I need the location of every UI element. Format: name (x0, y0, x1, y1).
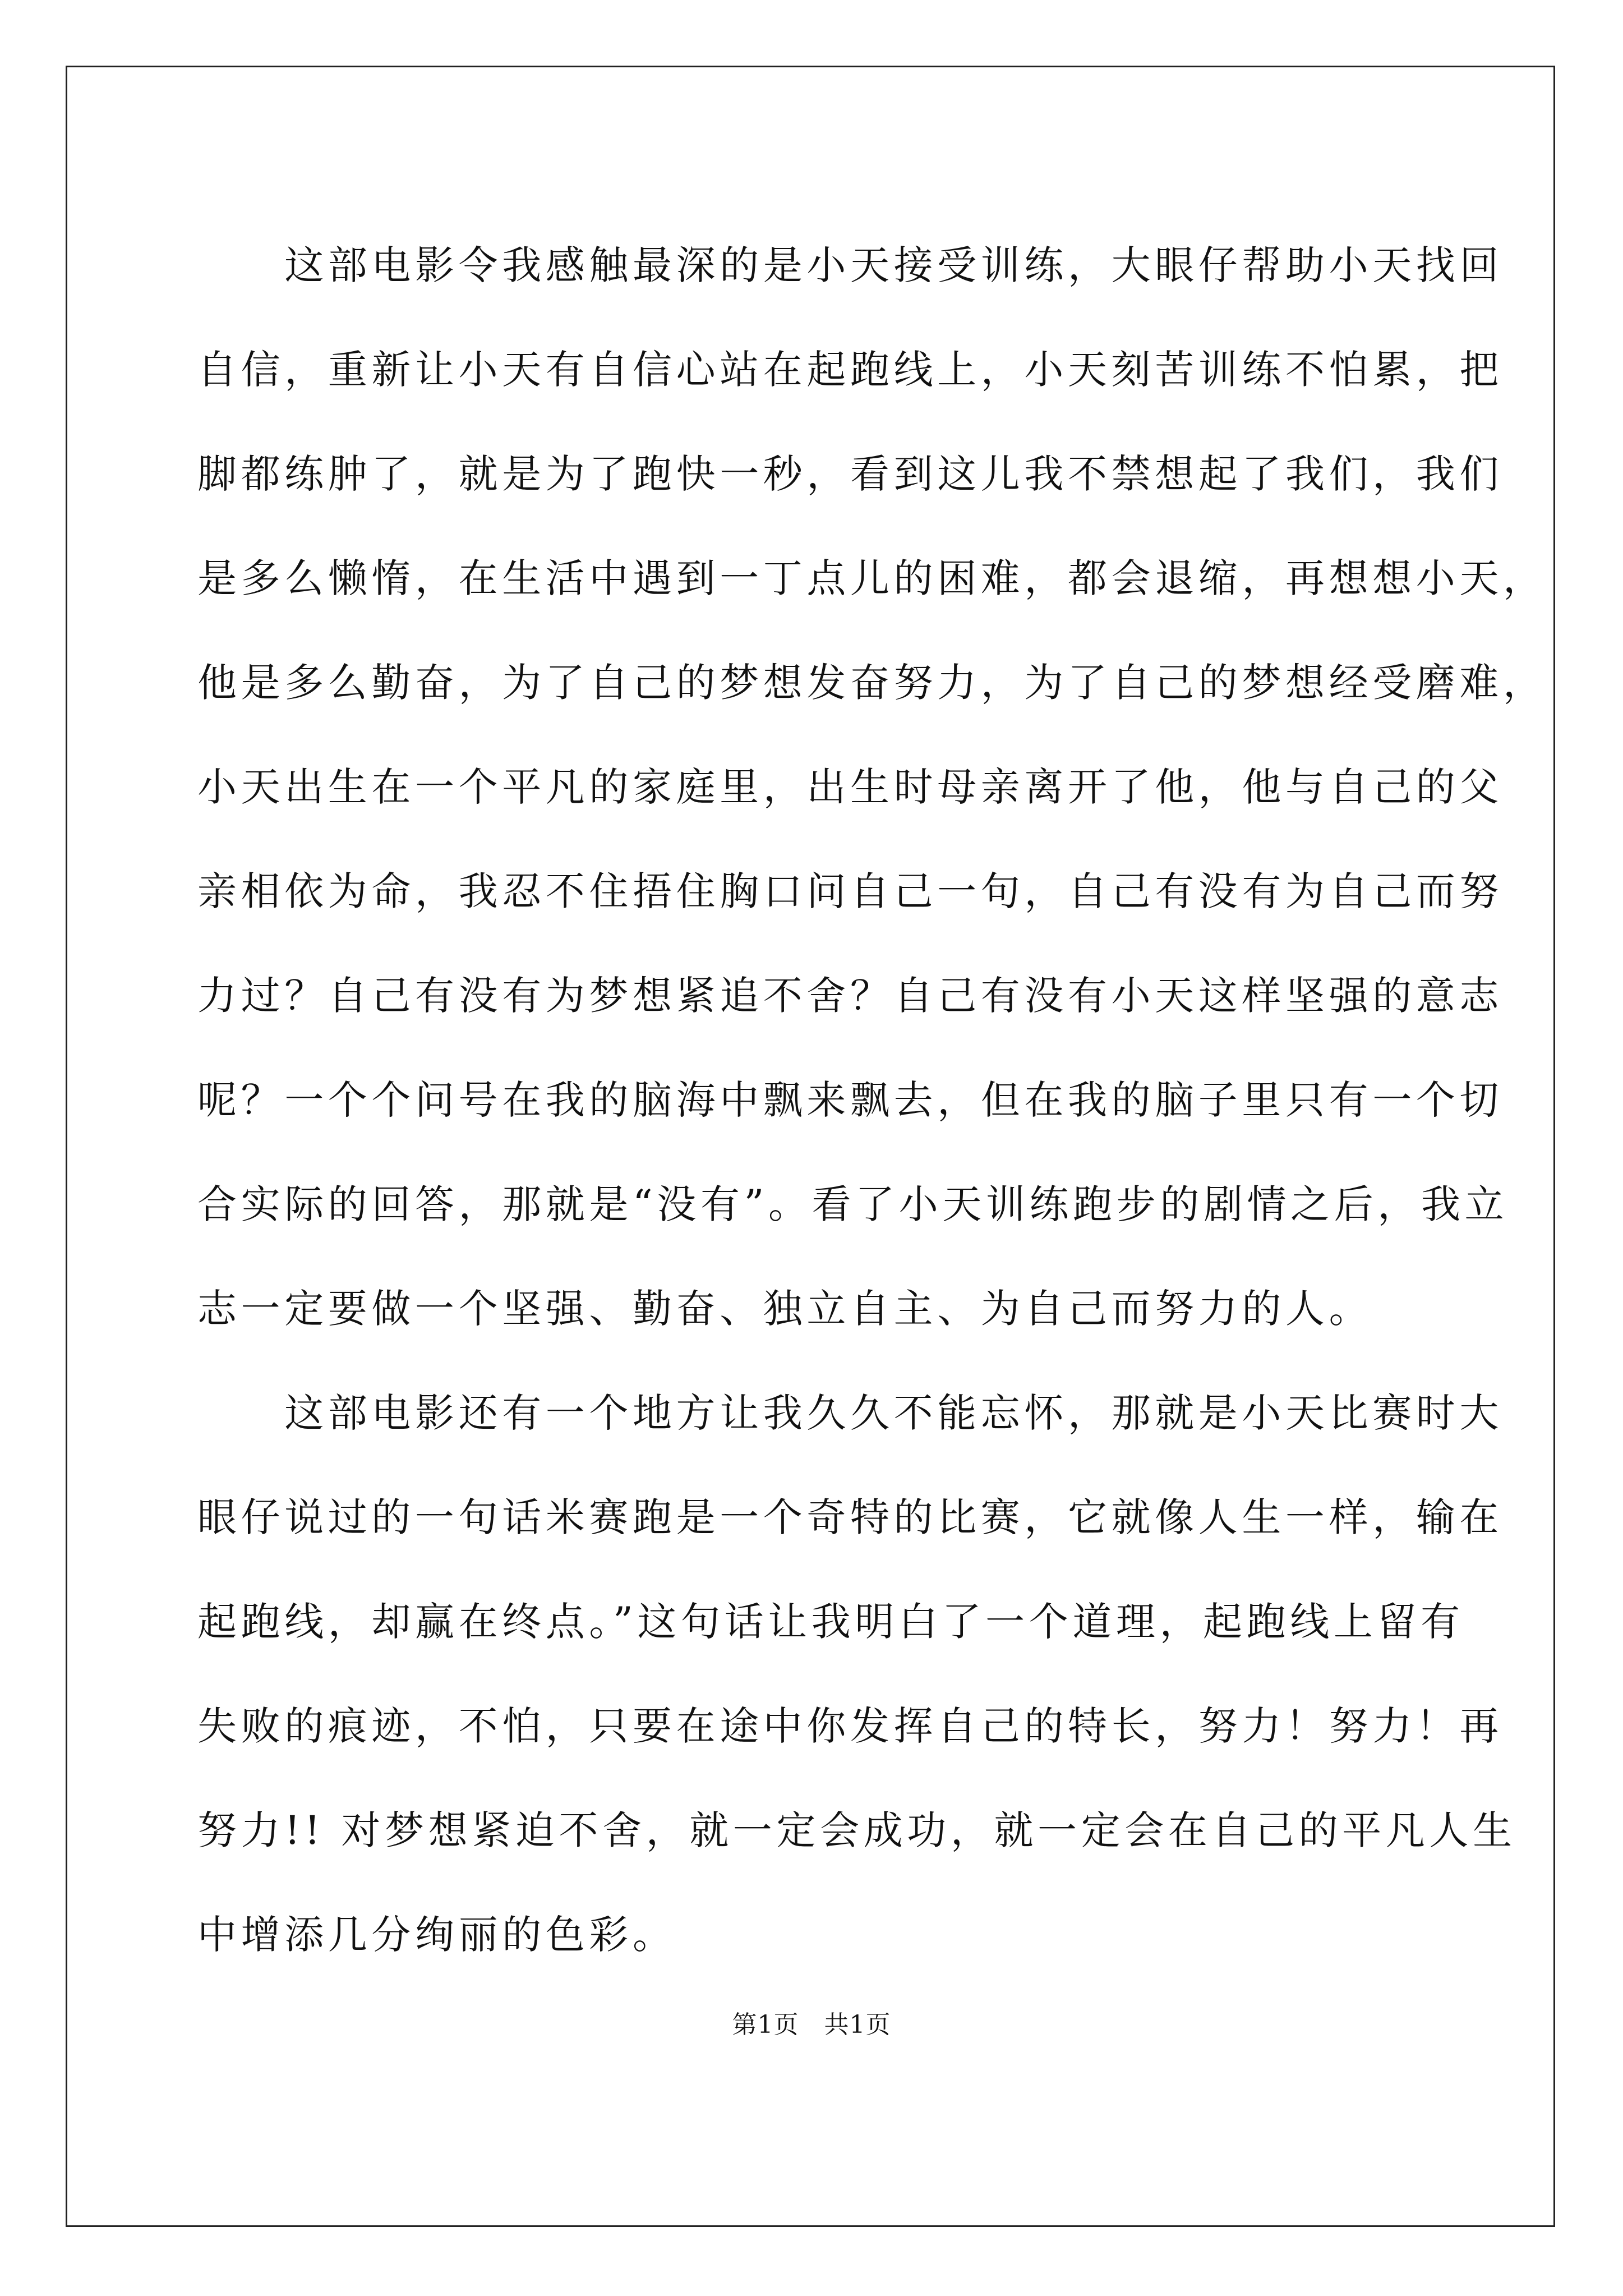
text-line: 呢？一个个问号在我的脑海中飘来飘去，但在我的脑子里只有一个切 (197, 1077, 1503, 1123)
document-body (197, 213, 1547, 1987)
text-line: 脚都练肿了，就是为了跑快一秒，看到这儿我不禁想起了我们，我们 (197, 451, 1503, 497)
text-line: 是多么懒惰，在生活中遇到一丁点儿的困难，都会退缩，再想想小天， (197, 555, 1547, 601)
text-line: 力过？自己有没有为梦想紧追不舍？自己有没有小天这样坚强的意志 (197, 973, 1503, 1019)
text-line: 起跑线，却赢在终点。”这句话让我明白了一个道理，起跑线上留有 (197, 1599, 1464, 1645)
text-line: 眼仔说过的一句话米赛跑是一个奇特的比赛，它就像人生一样，输在 (197, 1494, 1503, 1540)
text-line: 中增添几分绚丽的色彩。 (197, 1912, 676, 1958)
text-line: 这部电影令我感触最深的是小天接受训练，大眼仔帮助小天找回 (197, 242, 1503, 288)
text-line: 努力!! 对梦想紧迫不舍，就一定会成功，就一定会在自己的平凡人生 (197, 1807, 1516, 1853)
text-line: 自信，重新让小天有自信心站在起跑线上，小天刻苦训练不怕累，把 (197, 347, 1503, 393)
text-line: 他是多么勤奋，为了自己的梦想发奋努力，为了自己的梦想经受磨难， (197, 660, 1547, 706)
text-line: 亲相依为命，我忍不住捂住胸口问自己一句，自己有没有为自己而努 (197, 868, 1503, 914)
page-footer: 第1页 共1页 (732, 2010, 891, 2039)
text-line: 小天出生在一个平凡的家庭里，出生时母亲离开了他，他与自己的父 (197, 764, 1503, 810)
text-line: 合实际的回答，那就是“没有”。看了小天训练跑步的剧情之后，我立 (197, 1181, 1509, 1227)
text-line: 失败的痕迹，不怕，只要在途中你发挥自己的特长，努力！努力！再 (197, 1703, 1503, 1749)
text-line: 这部电影还有一个地方让我久久不能忘怀，那就是小天比赛时大 (197, 1390, 1503, 1436)
text-line: 志一定要做一个坚强、勤奋、独立自主、为自己而努力的人。 (197, 1286, 1373, 1332)
